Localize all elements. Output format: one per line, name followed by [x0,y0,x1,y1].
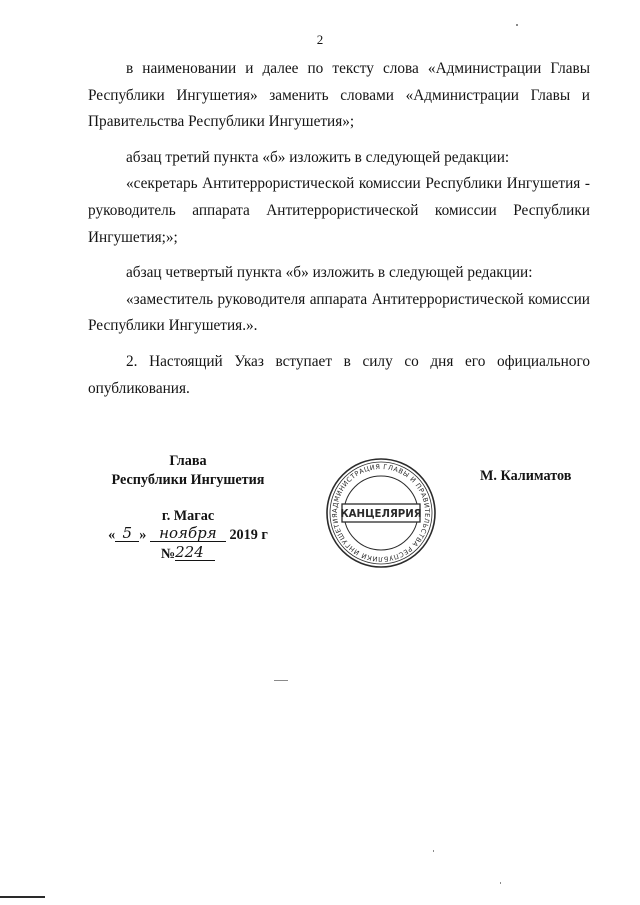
date-close-quote: » [139,527,147,543]
decree-number-line [90,545,286,564]
bottom-edge-mark [0,896,45,898]
handwritten-month: ноября [150,525,226,542]
handwritten-number: 224 [175,544,215,561]
date-year: 2019 г [229,527,268,543]
page-number: 2 [316,32,324,47]
paragraph-deputy-text: «заместитель руководителя аппарата Антитеррористической комиссии Республики Ингушетия.». [88,290,590,335]
paragraph-rename-clause: в наименовании и далее по тексту слова «Администрации Главы Республики Ингушетия» заменить словами «Администрации Главы и Правительства Республики Ингушетия»; [88,60,590,131]
number-label: № [160,546,176,562]
signature-title-line2: Республики Ингушетия [111,472,265,488]
signature-title-block [90,452,286,564]
scan-speck [500,882,501,884]
office-seal-stamp [324,456,438,570]
scan-speck [516,24,518,26]
paragraph-secretary-text: «секретарь Антитеррористической комиссии Республики Ингушетия - руководитель аппарата Антитеррористической комиссии Республики Ингушетия;»; [88,175,590,246]
paragraph-third-clause-intro: абзац третий пункта «б» изложить в следующей редакции: [126,148,510,166]
document-body [88,56,590,411]
signature-title-line1: Глава [169,453,207,469]
signer-name: М. Калиматов [480,468,572,484]
scan-speck [433,850,434,852]
date-open-quote: « [108,527,116,543]
paragraph-fourth-clause-intro: абзац четвертый пункта «б» изложить в следующей редакции: [126,264,533,282]
scan-speck [274,680,288,681]
handwritten-day: 5 [115,525,139,542]
signature-city: г. Магас [161,508,215,524]
stamp-ring-text: АДМИНИСТРАЦИЯ ГЛАВЫ И ПРАВИТЕЛЬСТВА РЕСПУБЛИКИ ИНГУШЕТИЯ [330,462,432,564]
stamp-center-text: КАНЦЕЛЯРИЯ [340,509,422,520]
paragraph-effective-date: 2. Настоящий Указ вступает в силу со дня его официального опубликования. [88,352,590,397]
